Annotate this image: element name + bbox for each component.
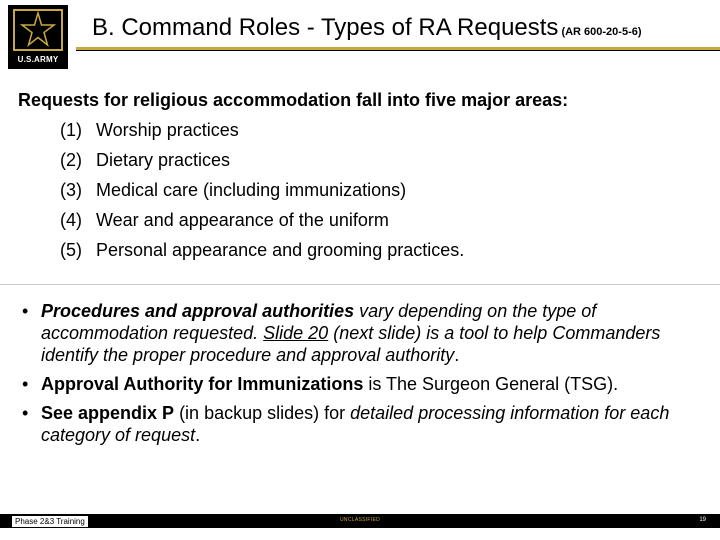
bullet-text-italic: detailed processing information for each category of request	[41, 403, 670, 445]
bullet-icon: •	[22, 374, 29, 394]
item-number: (1)	[60, 120, 82, 140]
list-item	[60, 240, 464, 270]
slide-20-link[interactable]: Slide 20	[263, 323, 329, 343]
classification-marking: UNCLASSIFIED	[340, 517, 380, 523]
intro-text: Requests for religious accommodation fall into five major areas:	[18, 90, 569, 110]
bullet-tail: .	[195, 425, 201, 445]
bullet-icon: •	[22, 403, 29, 423]
item-number: (4)	[60, 210, 82, 230]
bullet-text: vary depending on the type of accommodation requested.	[41, 301, 597, 343]
page-number: 19	[699, 517, 706, 523]
footer-label: Phase 2&3 Training	[11, 515, 89, 528]
bullet-text: (in backup slides) for	[174, 403, 351, 423]
header-rule-black	[76, 50, 720, 51]
item-label: Dietary practices	[96, 150, 231, 170]
bullet-emphasis: Procedures and approval authorities	[41, 301, 355, 321]
list-item	[60, 120, 464, 150]
regulation-reference: (AR 600-20-5-6)	[561, 26, 642, 38]
army-star-icon	[9, 6, 67, 54]
bullet-list	[22, 300, 702, 453]
bullet-tail: .	[454, 345, 460, 365]
bullet-text: is The Surgeon General (TSG).	[363, 374, 619, 394]
item-label: Personal appearance and grooming practices.	[96, 240, 465, 260]
bullet-immunizations	[22, 373, 702, 395]
item-label: Medical care (including immunizations)	[96, 180, 407, 200]
bullet-appendix	[22, 402, 702, 446]
bullet-procedures	[22, 300, 702, 366]
page-title: B. Command Roles - Types of RA Requests	[92, 14, 559, 41]
slide-header	[92, 14, 642, 42]
logo-text: U.S.ARMY	[17, 55, 59, 64]
list-item	[60, 210, 464, 240]
section-divider	[0, 284, 720, 285]
item-number: (5)	[60, 240, 82, 260]
bullet-icon: •	[22, 301, 29, 321]
item-number: (3)	[60, 180, 82, 200]
bullet-text: (next slide) is a tool to help Commanders identify the proper procedure and approval authority	[41, 323, 661, 365]
list-item	[60, 150, 464, 180]
army-logo	[8, 5, 68, 69]
bullet-emphasis: See appendix P	[41, 403, 175, 423]
item-label: Wear and appearance of the uniform	[96, 210, 389, 230]
areas-list	[60, 120, 464, 270]
item-label: Worship practices	[96, 120, 239, 140]
bullet-emphasis: Approval Authority for Immunizations	[41, 374, 364, 394]
list-item	[60, 180, 464, 210]
item-number: (2)	[60, 150, 82, 170]
